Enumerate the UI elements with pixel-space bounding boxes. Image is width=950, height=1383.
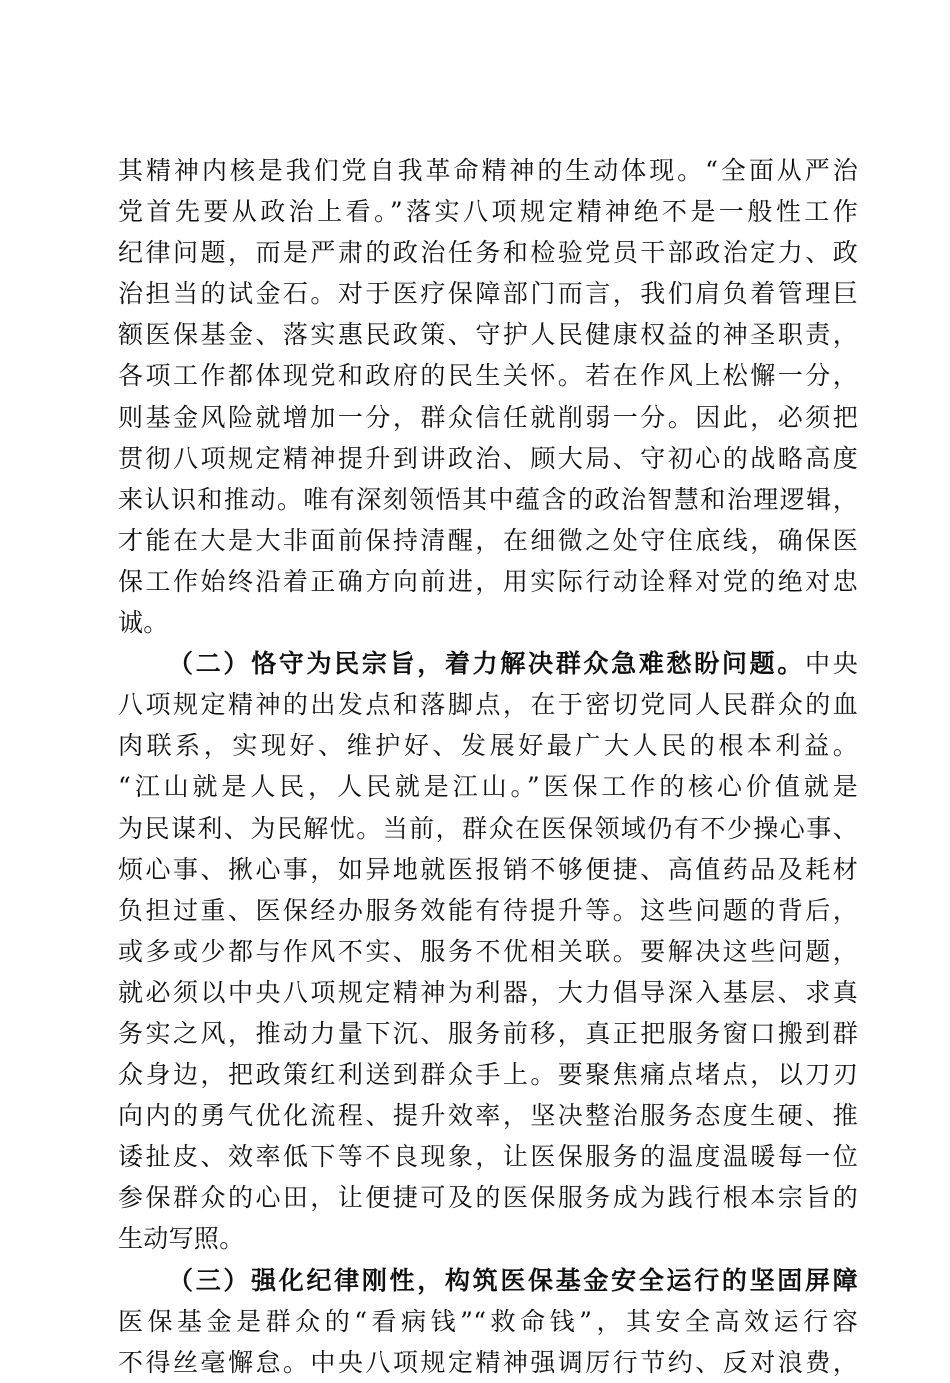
body-text [118,150,858,1383]
line-text: 向内的勇气优化流程、提升效率，坚决整治服务态度生硬、推 [118,1101,858,1131]
text-line [118,1054,858,1095]
line-text: 众身边，把政策红利送到群众手上。要聚焦痛点堵点，以刀刃 [118,1060,858,1090]
line-text: 负担过重、医保经办服务效能有待提升等。这些问题的背后， [118,895,858,925]
text-line [118,602,858,643]
text-line [118,520,858,561]
text-line [118,191,858,232]
line-text: 才能在大是大非面前保持清醒，在细微之处守住底线，确保医 [118,525,858,555]
line-text: 不得丝毫懈怠。中央八项规定精神强调厉行节约、反对浪费， [118,1347,858,1377]
text-line [118,931,858,972]
line-text: 八项规定精神的出发点和落脚点，在于密切党同人民群众的血 [118,690,858,720]
line-text: 烦心事、揪心事，如异地就医报销不够便捷、高值药品及耗材 [118,854,858,884]
line-text: 来认识和推动。唯有深刻领悟其中蕴含的政治智慧和治理逻辑， [118,484,858,514]
text-line [118,273,858,314]
line-text: 为民谋利、为民解忧。当前，群众在医保领域仍有不少操心事、 [118,813,858,843]
text-line [118,1342,858,1383]
line-text: 治担当的试金石。对于医疗保障部门而言，我们肩负着管理巨 [118,279,858,309]
text-line [118,972,858,1013]
text-line [118,766,858,807]
line-text: 肉联系，实现好、维护好、发展好最广大人民的根本利益。 [118,731,858,761]
line-text: 则基金风险就增加一分，群众信任就削弱一分。因此，必须把 [118,402,858,432]
text-line [118,397,858,438]
text-line [118,150,858,191]
text-line [118,1095,858,1136]
text-line [118,1301,858,1342]
text-line [118,808,858,849]
line-text: 额医保基金、落实惠民政策、守护人民健康权益的神圣职责， [118,320,858,350]
text-line [118,479,858,520]
line-text: 中央 [805,649,858,679]
line-text: 纪律问题，而是严肃的政治任务和检验党员干部政治定力、政 [118,238,858,268]
line-text: 诿扯皮、效率低下等不良现象，让医保服务的温度温暖每一位 [118,1142,858,1172]
text-line [118,1136,858,1177]
line-text: 其精神内核是我们党自我革命精神的生动体现。“全面从严治 [118,156,858,185]
text-line [118,438,858,479]
text-line [118,643,858,684]
line-text: 诚。 [118,608,169,638]
section-heading: （二）恪守为民宗旨，着力解决群众急难愁盼问题。 [168,649,805,679]
text-line [118,890,858,931]
line-text: 贯彻八项规定精神提升到讲政治、顾大局、守初心的战略高度 [118,443,858,473]
line-text: “江山就是人民，人民就是江山。”医保工作的核心价值就是 [118,772,858,802]
line-text: 参保群众的心田，让便捷可及的医保服务成为践行根本宗旨的 [118,1183,858,1213]
text-line [118,849,858,890]
text-line [118,725,858,766]
line-text: 党首先要从政治上看。”落实八项规定精神绝不是一般性工作 [118,197,858,227]
text-line [118,314,858,355]
line-text: 务实之风，推动力量下沉、服务前移，真正把服务窗口搬到群 [118,1018,858,1048]
line-text: 或多或少都与作风不实、服务不优相关联。要解决这些问题， [118,936,858,966]
text-line [118,355,858,396]
text-line [118,1013,858,1054]
text-line [118,561,858,602]
text-line [118,1260,858,1301]
line-text: 保工作始终沿着正确方向前进，用实际行动诠释对党的绝对忠 [118,566,858,596]
text-line [118,232,858,273]
section-heading: （三）强化纪律刚性，构筑医保基金安全运行的坚固屏障 [168,1265,858,1295]
line-text: 生动写照。 [118,1224,245,1254]
text-line [118,684,858,725]
text-line [118,1218,858,1259]
line-text: 就必须以中央八项规定精神为利器，大力倡导深入基层、求真 [118,977,858,1007]
text-line [118,1177,858,1218]
line-text: 各项工作都体现党和政府的民生关怀。若在作风上松懈一分， [118,361,858,391]
line-text: 医保基金是群众的“看病钱”“救命钱”，其安全高效运行容 [118,1306,858,1336]
